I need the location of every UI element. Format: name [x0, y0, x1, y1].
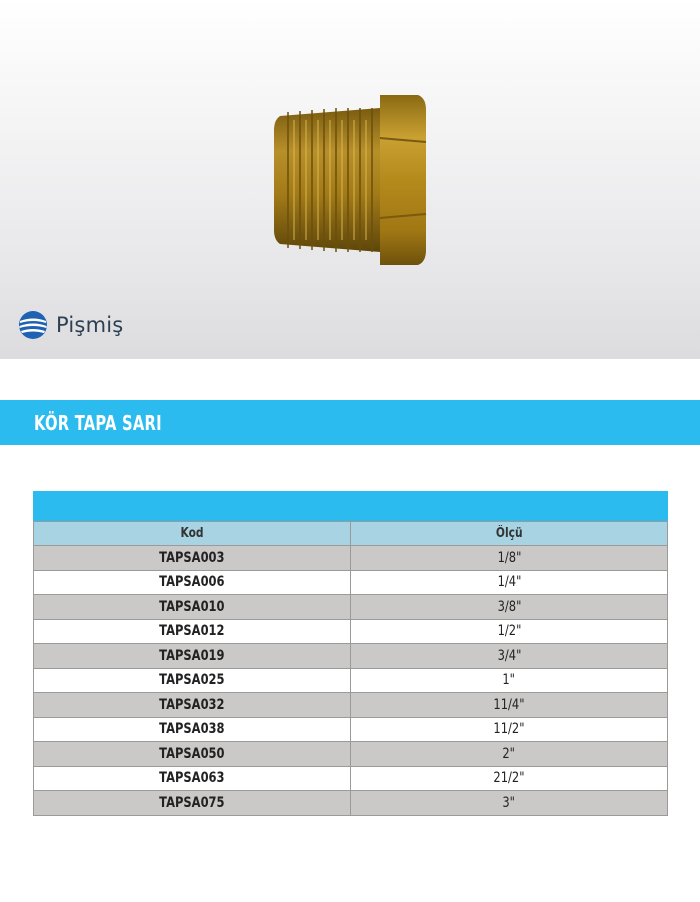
- cell-olcu: 1/2": [351, 619, 668, 644]
- cell-olcu: 11/4": [351, 693, 668, 718]
- brand-logo: [18, 308, 123, 342]
- cell-olcu: 1/4": [351, 570, 668, 595]
- cell-olcu: 11/2": [351, 717, 668, 742]
- table-row: [34, 644, 668, 669]
- cell-kod: TAPSA032: [34, 693, 351, 718]
- product-hero: [0, 0, 700, 359]
- spec-table: [33, 521, 668, 816]
- cell-kod: TAPSA010: [34, 595, 351, 620]
- table-row: [34, 742, 668, 767]
- cell-olcu: 21/2": [351, 766, 668, 791]
- cell-olcu: 3/8": [351, 595, 668, 620]
- cell-olcu: 1/8": [351, 546, 668, 571]
- table-row: [34, 619, 668, 644]
- cell-olcu: 1": [351, 668, 668, 693]
- table-row: [34, 668, 668, 693]
- cell-olcu: 2": [351, 742, 668, 767]
- brand-name: Pişmiş: [56, 313, 124, 337]
- cell-kod: TAPSA038: [34, 717, 351, 742]
- table-row: [34, 595, 668, 620]
- cell-kod: TAPSA025: [34, 668, 351, 693]
- cell-olcu: 3/4": [351, 644, 668, 669]
- table-row: [34, 766, 668, 791]
- table-top-bar: [33, 491, 668, 521]
- pismis-logo-icon: [18, 310, 48, 340]
- table-row: [34, 693, 668, 718]
- cell-olcu: 3": [351, 791, 668, 816]
- cell-kod: TAPSA012: [34, 619, 351, 644]
- cell-kod: TAPSA003: [34, 546, 351, 571]
- cell-kod: TAPSA063: [34, 766, 351, 791]
- table-row: [34, 570, 668, 595]
- header-olcu: Ölçü: [351, 522, 668, 546]
- product-table: [33, 491, 668, 816]
- product-title: KÖR TAPA SARI: [34, 410, 162, 435]
- brass-plug-image: [268, 90, 428, 270]
- header-kod: Kod: [34, 522, 351, 546]
- cell-kod: TAPSA019: [34, 644, 351, 669]
- cell-kod: TAPSA075: [34, 791, 351, 816]
- table-header-row: [34, 522, 668, 546]
- cell-kod: TAPSA006: [34, 570, 351, 595]
- product-title-bar: [0, 400, 700, 445]
- table-row: [34, 546, 668, 571]
- cell-kod: TAPSA050: [34, 742, 351, 767]
- table-row: [34, 791, 668, 816]
- table-row: [34, 717, 668, 742]
